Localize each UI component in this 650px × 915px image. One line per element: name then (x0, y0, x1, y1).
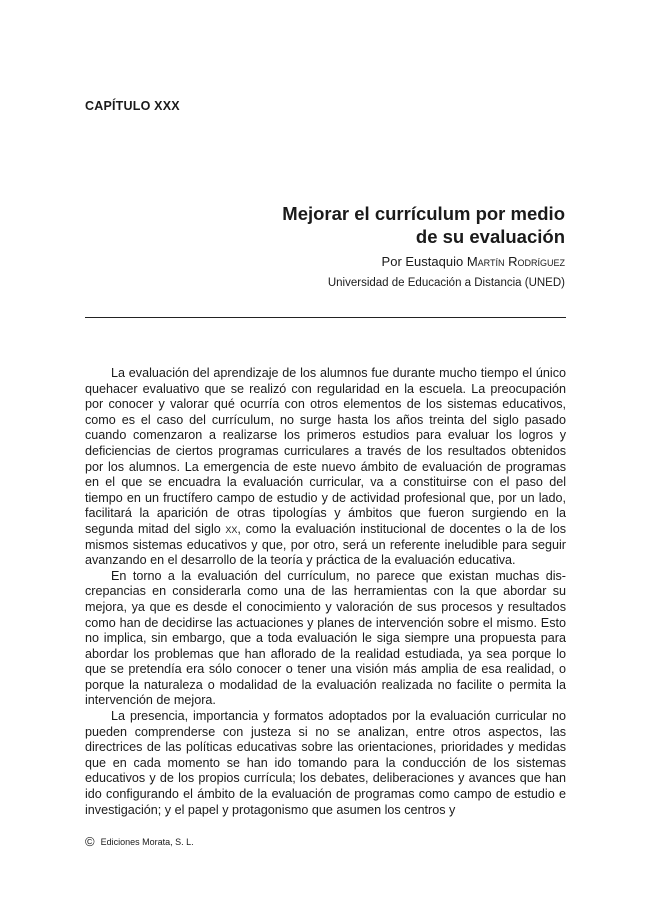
title-block (145, 202, 565, 291)
paragraph-3: La presencia, importancia y formatos adoptados por la evaluación curricular no pueden comprenderse con justeza si no se analizan, entre otros aspectos, las directrices de las políticas educativas sobre las orientaciones, prioridades y medidas que en cada momento se han ido tomando para la conducción de los sistemas educativos y de los propios currícula; los debates, deliberaciones y avances que han ido configurando el ámbito de la evaluación de programas como campo de estudio e investigación; y el papel y protagonismo que asumen los centros y (85, 709, 566, 817)
author-prefix: Por Eustaquio (381, 254, 467, 269)
copyright-icon: © (85, 834, 95, 849)
author-line (145, 253, 565, 271)
paragraph-1-century: xx (225, 521, 238, 536)
body-text (85, 366, 566, 818)
divider-rule (85, 317, 566, 318)
chapter-heading: CAPÍTULO XXX (85, 99, 180, 113)
paragraph-1-part-1: La evaluación del aprendizaje de los alumnos fue durante mucho tiempo el único quehacer evaluativo que se realizó con regularidad en la escuela. La preocupación por conocer y valorar qué ocurría con otros elementos de los sistemas educativos, como es el caso del currículum, no surge hasta los años treinta del siglo pasado cuando comenzaron a realizarse los primeros estudios para evaluar los logros y deficiencias de ciertos programas curriculares a través de los resultados obtenidos por los alumnos. La emergencia de este nuevo ámbito de evaluación de programas en el que se encuadra la evaluación curricular, va a constituirse con el paso del tiempo en un fructífero campo de estudio y de actividad profesional que, por un lado, facilitará la aparición de otras tipologías y ámbitos que fueron surgiendo en la segunda mitad del siglo (85, 366, 566, 536)
title-line-1: Mejorar el currículum por medio (282, 203, 565, 224)
affiliation: Universidad de Educación a Distancia (UNED) (327, 277, 565, 289)
paragraph-2: En torno a la evaluación del currículum, no parece que existan muchas discrepancias en considerarla como una de las herramientas con la que abordar su mejora, ya que es desde el conocimiento y valoración de sus procesos y resultados como han de decidirse las actuaciones y planes de intervención sobre el mismo. Esto no implica, sin embargo, que a toda evaluación le siga siempre una propuesta para abordar los problemas que han aflorado de la realidad estudiada, ya sea porque lo que se pretendía era sólo conocer o tener una visión más amplia de esa realidad, o porque la naturaleza o modalidad de la evaluación realizada no facilite o permita la intervención de mejora. (85, 568, 566, 708)
publisher-name: Ediciones Morata, S. L. (100, 836, 194, 847)
title-line-2: de su evaluación (415, 226, 565, 247)
footer (85, 835, 194, 848)
author-surname: Martín Rodríguez (466, 254, 565, 269)
paragraph-1 (85, 366, 566, 569)
paragraph-1-part-2: , como la evaluación institucional de docentes o la de los mismos sistemas educativos y que, por otro, será un referente ineludible para seguir avanzando en el desarrollo de la teoría y práctica de la evaluación educativa. (85, 521, 566, 568)
